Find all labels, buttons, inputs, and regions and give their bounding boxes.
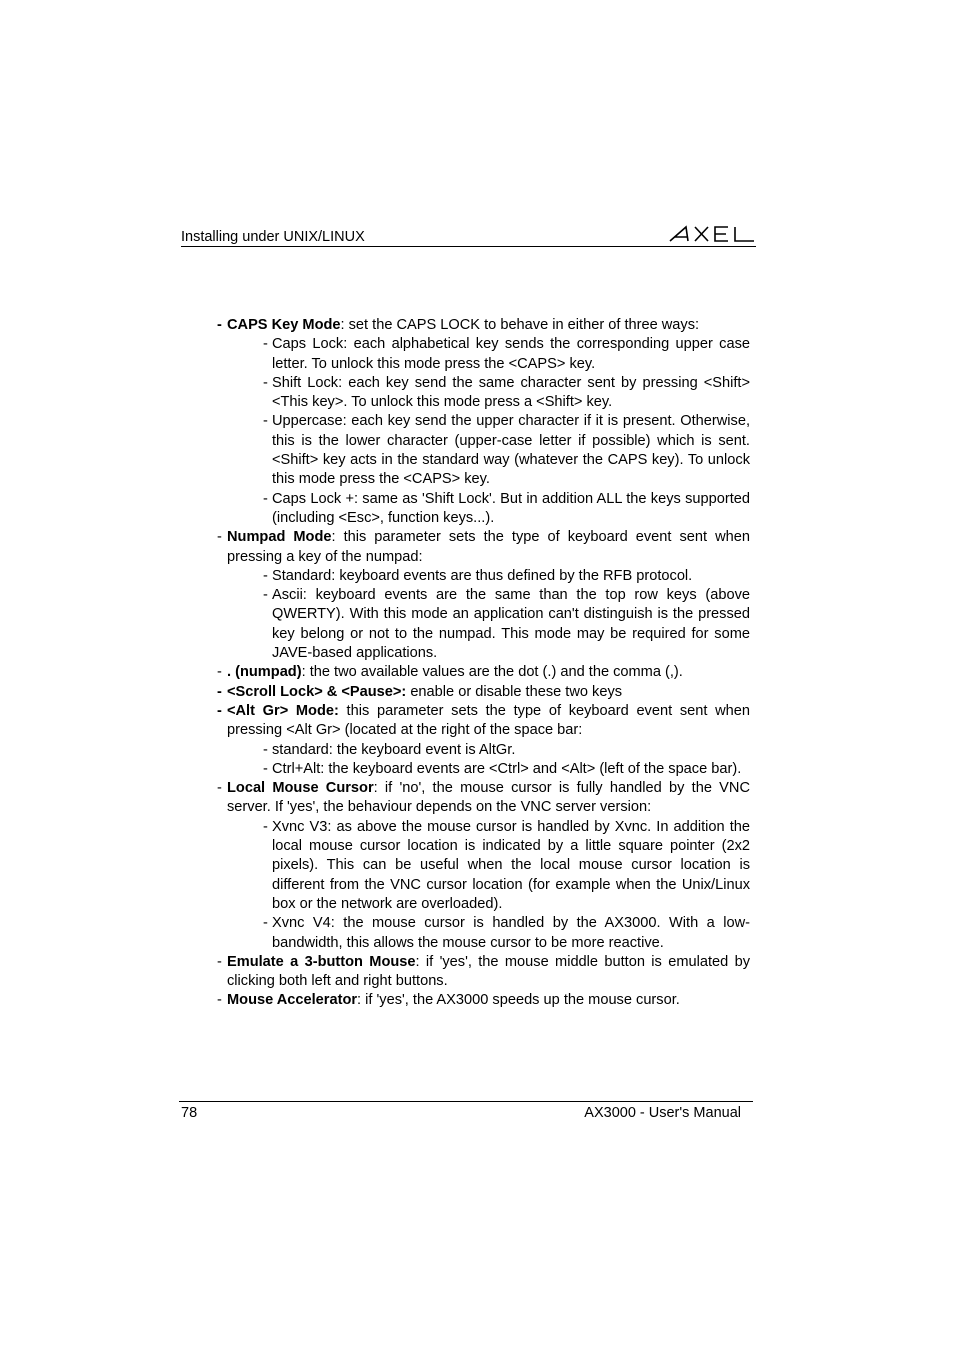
description: enable or disable these two keys (406, 683, 623, 700)
mouse-cursor-option (263, 914, 750, 953)
sub-dash: - (263, 413, 268, 430)
option-text: Shift Lock: each key send the same character sent by pressing <Shift><This key>. To unlock this mode press a <Shift> key. (272, 374, 750, 411)
bullet-dash: - (217, 953, 222, 970)
axel-logo (668, 225, 756, 243)
bullet-dash: - (217, 780, 222, 797)
term: Numpad Mode (227, 529, 332, 546)
emulate-3-button-mouse-item (217, 953, 750, 992)
option-text: Ctrl+Alt: the keyboard events are <Ctrl> and <Alt> (left of the space bar). (272, 760, 742, 777)
sub-dash: - (263, 567, 268, 584)
bullet-dash: - (217, 683, 222, 700)
sub-dash: - (263, 587, 268, 604)
caps-option (263, 412, 750, 489)
caps-option (263, 490, 750, 529)
sub-dash: - (263, 741, 268, 758)
description: : set the CAPS LOCK to behave in either of three ways: (340, 317, 700, 333)
local-mouse-cursor-item (217, 779, 750, 818)
mouse-accelerator-item (217, 991, 750, 1010)
term: . (numpad) (227, 664, 302, 681)
bullet-dash: - (217, 317, 222, 333)
caps-key-mode-item (217, 316, 750, 335)
sub-dash: - (263, 760, 268, 777)
option-text: standard: the keyboard event is AltGr. (272, 741, 516, 758)
description: : if 'yes', the mouse middle button is emulated by clicking both left and right buttons. (227, 953, 750, 990)
option-text: Xvnc V3: as above the mouse cursor is handled by Xvnc. In addition the local mouse cursor location is indicated by a little square pointer (2x2 pixels). This can be useful when the local mouse cursor location is different from the VNC cursor location (for example when the Unix/Linux box or the network are overloaded). (272, 818, 750, 912)
main-content (217, 316, 750, 1011)
term: Local Mouse Cursor (227, 780, 374, 797)
caps-option (263, 335, 750, 374)
sub-dash: - (263, 374, 268, 391)
numpad-mode-item (217, 528, 750, 567)
term: Mouse Accelerator (227, 992, 358, 1009)
section-title: Installing under UNIX/LINUX (181, 229, 365, 245)
bullet-dash: - (217, 529, 222, 546)
dot-numpad-item (217, 663, 750, 682)
bullet-dash: - (217, 664, 222, 681)
page-header (181, 222, 756, 247)
caps-option (263, 374, 750, 413)
term: <Alt Gr> Mode: (227, 702, 339, 719)
term: Emulate a 3-button Mouse (227, 953, 416, 970)
manual-title: AX3000 - User's Manual (584, 1105, 741, 1121)
option-text: Caps Lock +: same as 'Shift Lock'. But in addition ALL the keys supported (including <Esc>, function keys...). (272, 490, 750, 526)
option-text: Caps Lock: each alphabetical key sends the corresponding upper case letter. To unlock this mode press the <CAPS> key. (272, 336, 750, 372)
alt-gr-option (263, 741, 750, 760)
alt-gr-option (263, 760, 750, 779)
numpad-option (263, 567, 750, 586)
description: : this parameter sets the type of keyboard event sent when pressing a key of the numpad: (227, 529, 750, 565)
term: <Scroll Lock> & <Pause>: (227, 683, 407, 700)
numpad-option (263, 586, 750, 663)
sub-dash: - (263, 336, 268, 353)
bullet-dash: - (217, 992, 222, 1009)
description: : the two available values are the dot (.) and the comma (,). (301, 664, 683, 681)
bullet-dash: - (217, 702, 222, 719)
scroll-lock-item (217, 683, 750, 702)
description: : if 'no', the mouse cursor is fully handled by the VNC server. If 'yes', the behaviour depends on the VNC server version: (227, 780, 750, 816)
term: CAPS Key Mode (227, 317, 341, 333)
page-number: 78 (181, 1105, 198, 1121)
mouse-cursor-option (263, 818, 750, 914)
option-text: Xvnc V4: the mouse cursor is handled by the AX3000. With a low-bandwidth, this allows the mouse cursor to be more reactive. (272, 915, 750, 951)
sub-dash: - (263, 915, 268, 932)
option-text: Uppercase: each key send the upper character if it is present. Otherwise, this is the lower character (upper-case letter if possible) which is sent. <Shift> key acts in the standard way (whatever the CAPS key). To unlock this mode press the <CAPS> key. (272, 413, 750, 488)
option-text: Ascii: keyboard events are the same than the top row keys (above QWERTY). With this mode an application can't distinguish is the pressed key belong or not to the numpad. This mode may be required for some JAVE-based applications. (272, 587, 750, 662)
description: this parameter sets the type of keyboard event sent when pressing <Alt Gr> (located at the right of the space bar: (227, 702, 750, 739)
description: : if 'yes', the AX3000 speeds up the mouse cursor. (357, 992, 680, 1009)
option-text: Standard: keyboard events are thus defined by the RFB protocol. (272, 567, 693, 584)
alt-gr-item (217, 702, 750, 741)
page-footer (179, 1101, 753, 1126)
sub-dash: - (263, 818, 268, 835)
sub-dash: - (263, 490, 268, 507)
